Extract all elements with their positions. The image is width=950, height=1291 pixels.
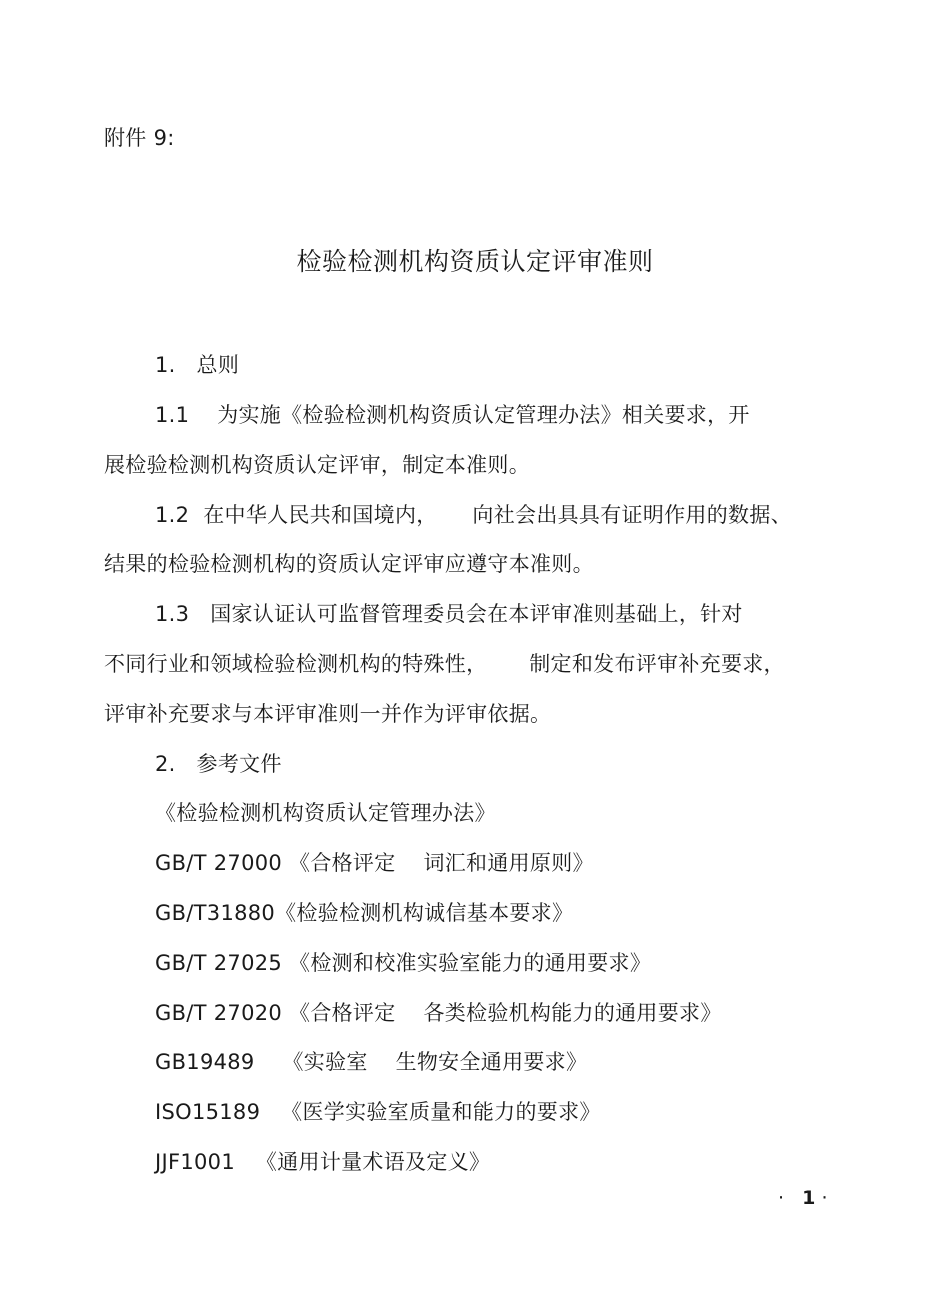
section-heading-references: 2. 参考文件 bbox=[155, 752, 282, 776]
paragraph-line: 展检验检测机构资质认定评审，制定本准则。 bbox=[104, 453, 530, 477]
page-number-value: 1 bbox=[802, 1187, 816, 1209]
paragraph-line: 不同行业和领域检验检测机构的特殊性， 制定和发布评审补充要求， bbox=[104, 652, 785, 676]
reference-item: ISO15189 《医学实验室质量和能力的要求》 bbox=[155, 1100, 601, 1124]
paragraph-line: 结果的检验检测机构的资质认定评审应遵守本准则。 bbox=[104, 552, 594, 576]
paragraph-line: 评审补充要求与本评审准则一并作为评审依据。 bbox=[104, 702, 552, 726]
reference-item: 《检验检测机构资质认定管理办法》 bbox=[155, 801, 496, 825]
section-heading-general: 1. 总则 bbox=[155, 353, 240, 377]
reference-item: GB/T 27020 《合格评定 各类检验机构能力的通用要求》 bbox=[155, 1001, 722, 1025]
reference-item: GB/T31880《检验检测机构诚信基本要求》 bbox=[155, 901, 574, 925]
reference-item: GB19489 《实验室 生物安全通用要求》 bbox=[155, 1050, 588, 1074]
reference-item: GB/T 27025 《检测和校准实验室能力的通用要求》 bbox=[155, 951, 652, 975]
page-dot-right: · bbox=[821, 1187, 828, 1209]
reference-item: GB/T 27000 《合格评定 词汇和通用原则》 bbox=[155, 851, 594, 875]
paragraph-line: 1.2 在中华人民共和国境内， 向社会出具具有证明作用的数据、 bbox=[155, 503, 792, 527]
paragraph-line: 1.3 国家认证认可监督管理委员会在本评审准则基础上，针对 bbox=[155, 602, 743, 626]
paragraph-line: 1.1 为实施《检验检测机构资质认定管理办法》相关要求，开 bbox=[155, 403, 750, 427]
attachment-label: 附件 9: bbox=[104, 126, 175, 150]
document-title: 检验检测机构资质认定评审准则 bbox=[296, 247, 654, 276]
page-number bbox=[778, 1186, 828, 1210]
reference-item: JJF1001 《通用计量术语及定义》 bbox=[155, 1150, 491, 1174]
page-dot-left: · bbox=[778, 1187, 785, 1209]
